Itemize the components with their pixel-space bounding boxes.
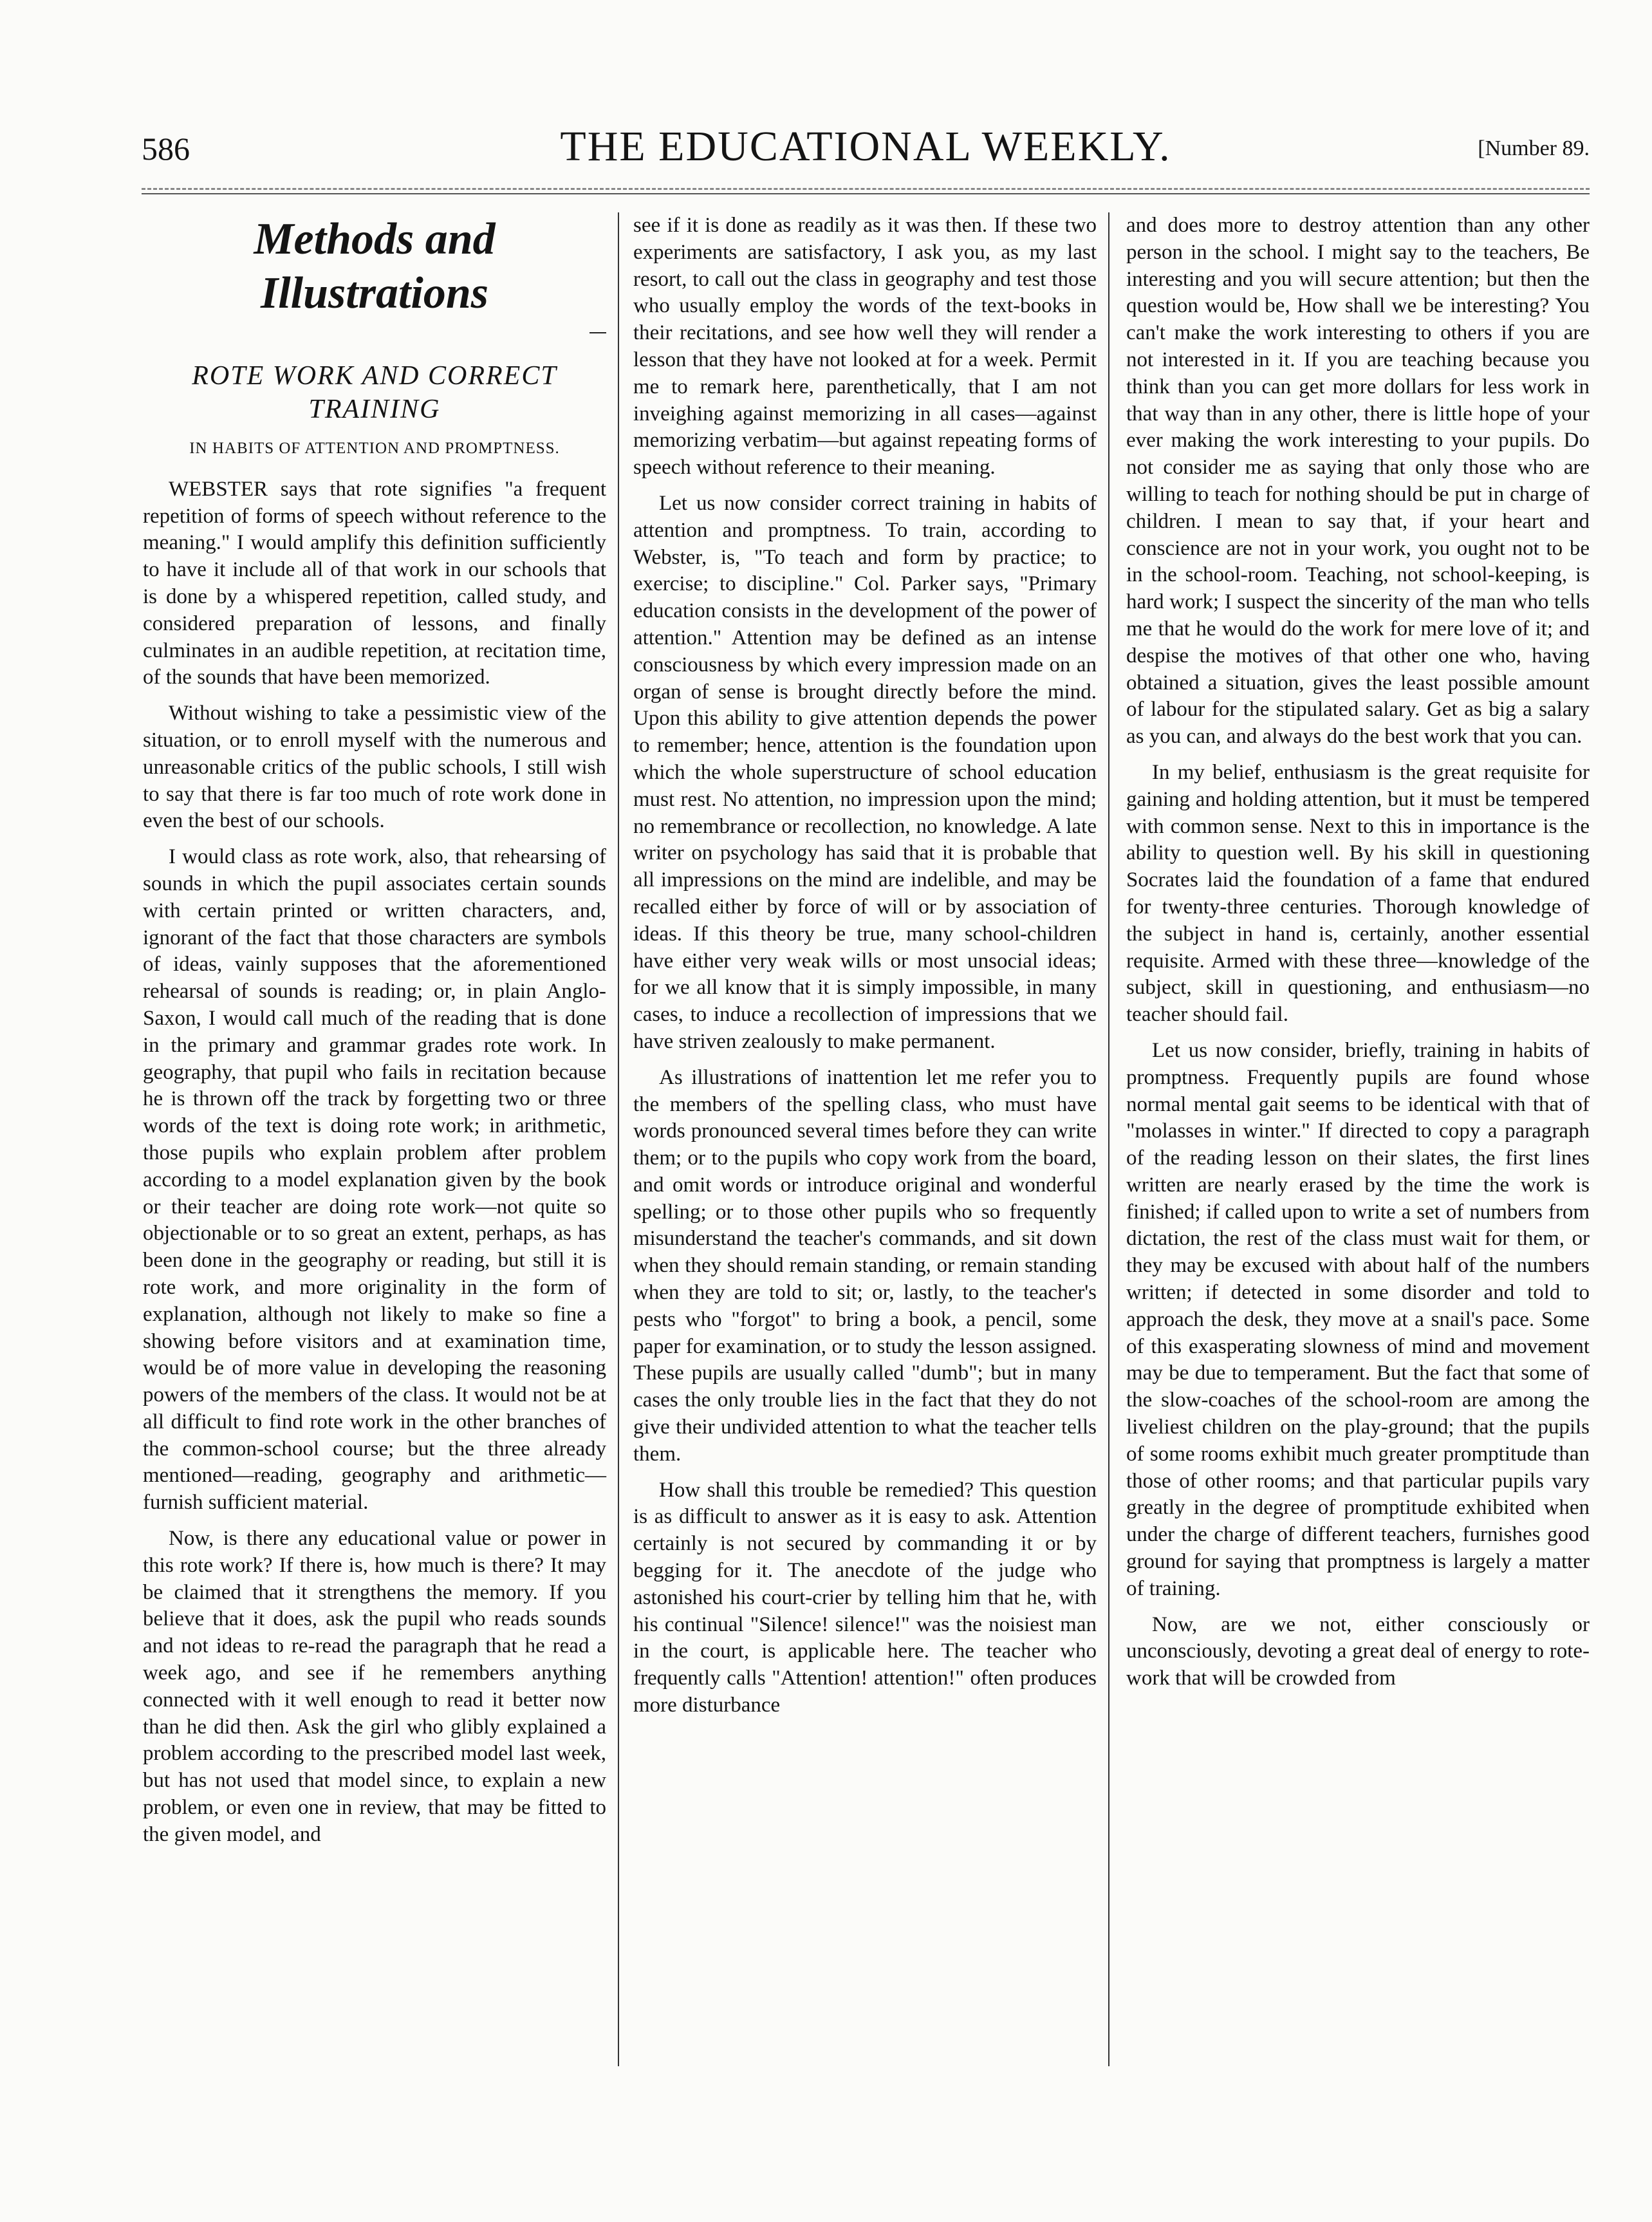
issue-number: [Number 89. (1478, 136, 1590, 160)
paragraph: In my belief, enthusiasm is the great requisite for gaining and holding attention, but it must be tempered with common sense. Next to this in importance is the ability to question well. By his skill in questioning Socrates laid the foundation of a fame that endured for twenty-three centuries. Thorough knowledge of the subject in hand is, certainly, another essential requisite. Armed with these three—knowledge of the subject, skill in questioning, and enthusiasm—no teacher should fail. (1126, 760, 1590, 1027)
article-subtitle: IN HABITS OF ATTENTION AND PROMPTNESS. (189, 440, 560, 457)
paragraph: Without wishing to take a pessimistic view of the situation, or to enroll myself with the numerous and unreasonable critics of the public schools, I still wish to say that there is far too much of rote work done in even the best of our schools. (143, 702, 606, 833)
paragraph: I would class as rote work, also, that rehearsing of sounds in which the pupil associates certain sounds with certain printed or written characters, and, ignorant of the fact that those characters are symbols of ideas, vainly supposes that the aforementioned rehearsal of sounds is reading; or, in plain Anglo-Saxon, I would call much of the reading that is done in the primary and grammar grades rote work. In geography, that pupil who fails in recitation because he is thrown off the track by forgetting two or three words of the text is doing rote work; in arithmetic, those pupils who explain problem after problem according to a model explanation given by the book or their teacher are doing rote work—not quite so objectionable or to so great an extent, perhaps, as has been done in the geography or reading, but still it is rote work, and more originality in the form of explanation, although not likely to make so fine a showing before visitors and at examination time, would be of more value in developing the reasoning powers of the members of the class. It would not be at all difficult to find rote work in the other branches of the common-school course; but the three already mentioned—reading, geography and arithmetic—furnish sufficient material. (143, 845, 606, 1515)
header-rule (142, 188, 1590, 190)
paragraph: see if it is done as readily as it was then. If these two experiments are satisfactory, I ask you, as my last resort, to call out the class in geography and test those who usually employ the words of the text-books in their recitations, and see how well they will render a lesson that they have not looked at for a week. Permit me to remark here, parenthetically, that I am not inveighing against memorizing in all cases—against memorizing verbatim—but against repeating forms of speech without reference to their meaning. (633, 214, 1097, 480)
page-number: 586 (142, 131, 190, 167)
column-divider (1108, 212, 1109, 2066)
paragraph: Now, are we not, either consciously or unconsciously, devoting a great deal of energy to rote-work that will be crowded from (1126, 1612, 1590, 1690)
header-rule-solid (142, 193, 1590, 194)
section-rule (589, 332, 606, 333)
paragraph: Now, is there any educational value or power in this rote work? If there is, how much is there? It may be claimed that it strengthens the memory. If you believe that it does, ask the pupil who reads sounds and not ideas to re-read the paragraph that he read a week ago, and see if he remembers anything connected with it well enough to read it better now than he did then. Ask the girl who glibly explained a problem according to the prescribed model last week, but has not used that model since, to explain a new problem, or even one in review, that may be fitted to the given model, and (143, 1527, 606, 1846)
column-3 (1126, 212, 1590, 1701)
paragraph: WEBSTER says that rote signifies "a frequent repetition of forms of speech without reference to the meaning." I would amplify this definition sufficiently to have it include all of that work in our schools that is done by a whispered repetition, called study, and considered preparation of lessons, and finally culminates in an audible repetition, at recitation time, of the sounds that have been memorized. (143, 477, 606, 689)
paragraph: As illustrations of inattention let me refer you to the members of the spelling class, who must have words pronounced several times before they can write them; or to the pupils who copy work from the board, and omit words or introduce original and wonderful spelling; or to those other pupils who so frequently misunderstand the teacher's commands, and sit down when they should remain standing, or remain standing when they are told to sit; or, lastly, to the teacher's pests who "forgot" to bring a book, a pencil, some paper for examination, or to study the lesson assigned. These pupils are usually called "dumb"; but in many cases the only trouble lies in the fact that they do not give their undivided attention to what the teacher tells them. (633, 1065, 1097, 1466)
page-header (142, 122, 1590, 180)
paragraph: Let us now consider correct training in habits of attention and promptness. To train, according to Webster, is, "To teach and form by practice; to exercise; to discipline." Col. Parker says, "Primary education consists in the development of the power of attention." Attention may be defined as an intense consciousness by which every impression made on an organ of sense is brought directly before the mind. Upon this ability to give attention depends the power to remember; hence, attention is the foundation upon which the whole superstructure of school education must rest. No attention, no impression upon the mind; no remembrance or recollection, no knowledge. A late writer on psychology has said that it is probable that all impressions on the mind are indelible, and may be recalled either by force of will or by association of ideas. If this theory be true, many school-children have either very weak wills or most unsocial ideas; for we all know that it is simply impossible, in many cases, to induce a recollection of impressions that we have striven zealously to make permanent. (633, 491, 1097, 1053)
section-title: Methods and Illustrations (254, 214, 496, 318)
paragraph: Let us now consider, briefly, training in habits of promptness. Frequently pupils are found whose normal mental gait seems to be identical with that of "molasses in winter." If directed to copy a paragraph of the reading lesson on their slates, the first lines written are nearly erased by the time the work is finished; if called upon to write a set of numbers from dictation, the rest of the class must wait for them, or they may be excused with about half of the numbers written; if detected in some disorder and told to approach the desk, they move at a snail's pace. Some of this exasperating slowness of mind and movement may be due to temperament. But the fact that some of the slow-coaches of the school-room are among the liveliest children on the play-ground; that the pupils of some rooms exhibit much greater promptitude than those of other rooms; and that particular pupils vary greatly in the degree of promptitude exhibited when under the charge of different teachers, furnishes good ground for saying that promptness is largely a matter of training. (1126, 1038, 1590, 1600)
column-2 (633, 212, 1097, 1728)
column-divider (618, 212, 619, 2066)
column-1 (143, 212, 606, 1858)
article-title: ROTE WORK AND CORRECT TRAINING (192, 361, 557, 424)
journal-title: THE EDUCATIONAL WEEKLY. (560, 123, 1171, 170)
paragraph: How shall this trouble be remedied? This question is as difficult to answer as it is easy to ask. Attention certainly is not secured by commanding it or by begging for it. The anecdote of the judge who astonished his court-crier by telling him that he, with his continual "Silence! silence!" was the noisiest man in the court, is applicable here. The teacher who frequently calls "Attention! attention!" often produces more disturbance (633, 1478, 1097, 1717)
paragraph: and does more to destroy attention than any other person in the school. I might say to the teachers, Be interesting and you will secure attention; but then the question would be, How shall we be interesting? You can't make the work interesting to others if you are not interested in it. If you are teaching because you think than you can get more dollars for less work in that way than in any other, there is little hope of your ever making the work interesting to your pupils. Do not consider me as saying that only those who are willing to teach for nothing should be put in charge of children. I mean to say that, if your heart and conscience are not in your work, you ought not to be in the school-room. Teaching, not school-keeping, is hard work; I suspect the sincerity of the man who tells me that he would do the work for mere love of it; and despise the motives of that other one who, having obtained a situation, gives the least possible amount of labour for the stipulated salary. Get as big a salary as you can, and always do the best work that you can. (1126, 214, 1590, 749)
